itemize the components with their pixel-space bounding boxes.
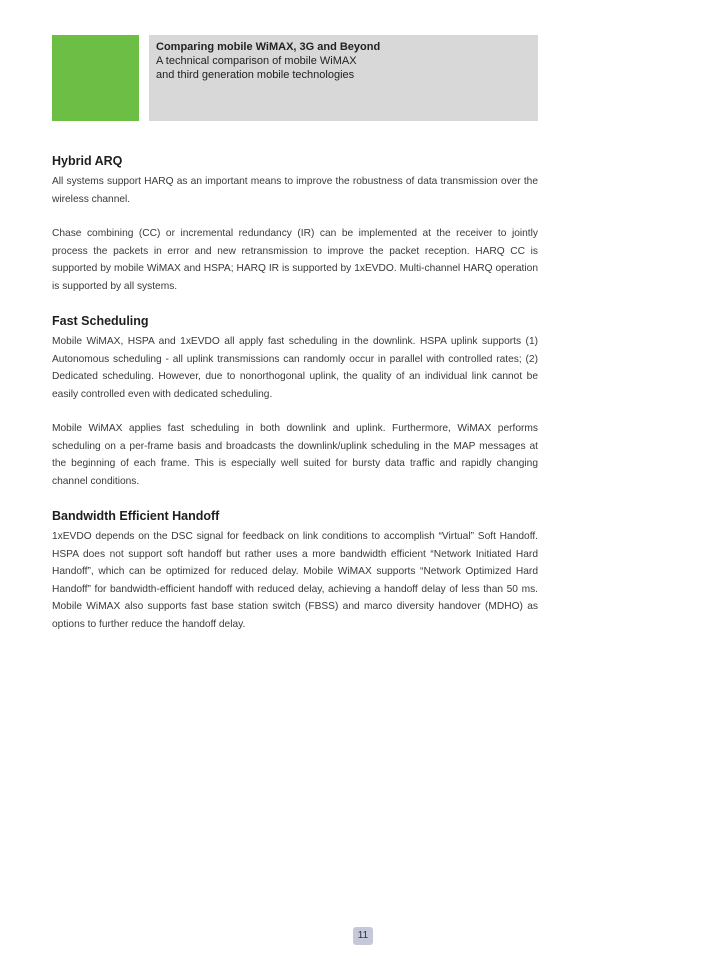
document-subtitle-line-2: and third generation mobile technologies (156, 69, 355, 81)
page-number-badge: 11 (353, 927, 373, 945)
section-heading: Hybrid ARQ (52, 154, 123, 168)
document-subtitle-line-1: A technical comparison of mobile WiMAX (156, 55, 357, 67)
main-content (52, 153, 538, 633)
section-heading: Bandwidth Efficient Handoff (52, 509, 220, 523)
section-bandwidth-efficient-handoff (52, 508, 538, 633)
header-text (156, 40, 526, 82)
document-title: Comparing mobile WiMAX, 3G and Beyond (156, 41, 381, 53)
paragraph: Chase combining (CC) or incremental redundancy (IR) can be implemented at the receiver to jointly process the packets in error and new retransmission to improve the packet reception. HARQ CC is supported by mobile WiMAX and HSPA; HARQ IR is supported by 1xEVDO. Multi-channel HARQ operation is supported by all systems. (52, 228, 538, 292)
paragraph: Mobile WiMAX, HSPA and 1xEVDO all apply fast scheduling in the downlink. HSPA uplink supports (1) Autonomous scheduling - all uplink transmissions can randomly occur in parallel with controlled rates; (2) Dedicated scheduling. However, due to nonorthogonal uplink, the quality of an individual link cannot be easily controlled even with dedicated scheduling. (52, 336, 538, 400)
header-accent-block (52, 35, 139, 121)
section-heading: Fast Scheduling (52, 314, 149, 328)
section-hybrid-arq (52, 153, 538, 295)
paragraph: 1xEVDO depends on the DSC signal for feedback on link conditions to accomplish “Virtual” Soft Handoff. HSPA does not support soft handoff but rather uses a more bandwidth efficient “Network Initiated Hard Handoff”, which can be optimized for reduced delay. Mobile WiMAX supports “Network Optimized Hard Handoff” for bandwidth-efficient handoff with reduced delay, achieving a handoff delay of less than 50 ms. Mobile WiMAX also supports fast base station switch (FBSS) and marco diversity handover (MDHO) as options to further reduce the handoff delay. (52, 531, 538, 630)
paragraph: All systems support HARQ as an important means to improve the robustness of data transmission over the wireless channel. (52, 176, 538, 205)
section-fast-scheduling (52, 313, 538, 490)
paragraph: Mobile WiMAX applies fast scheduling in both downlink and uplink. Furthermore, WiMAX performs scheduling on a per-frame basis and broadcasts the downlink/uplink scheduling in the MAP messages at the beginning of each frame. This is especially well suited for bursty data traffic and rapidly changing channel conditions. (52, 423, 538, 487)
